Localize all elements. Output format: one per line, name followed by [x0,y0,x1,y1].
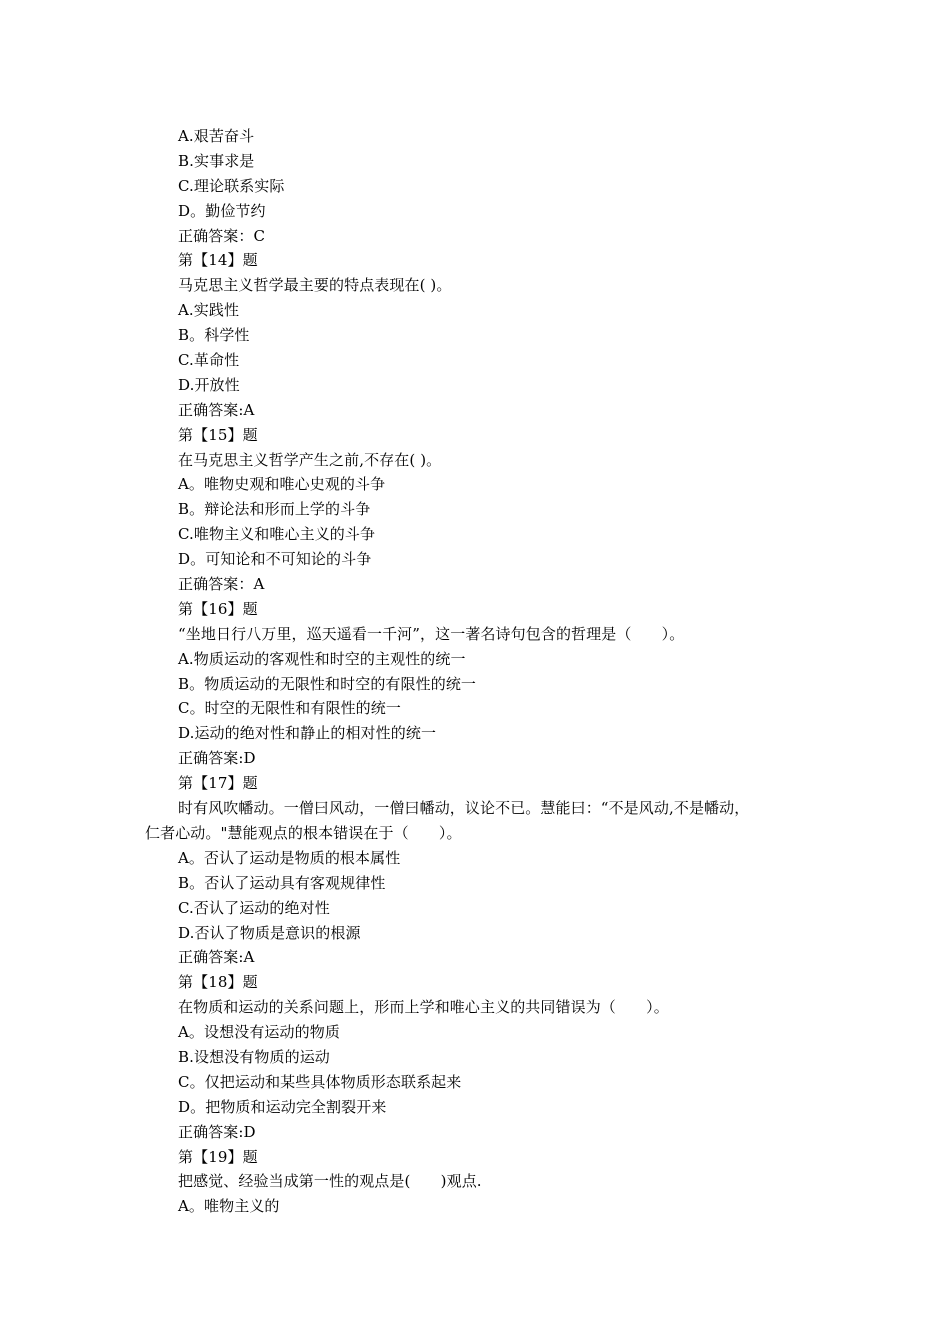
text-line: A。唯物史观和唯心史观的斗争 [178,475,386,494]
text-line: 仁者心动。"慧能观点的根本错误在于（ ）。 [145,823,462,842]
text-line: B.实事求是 [178,151,255,170]
text-line: C。仅把运动和某些具体物质形态联系起来 [178,1072,462,1091]
text-line: A。否认了运动是物质的根本属性 [178,848,401,867]
text-line: C.革命性 [178,351,240,370]
text-line: B。否认了运动具有客观规律性 [178,873,386,892]
text-line: 第【18】题 [178,973,258,992]
text-line: B。物质运动的无限性和时空的有限性的统一 [178,674,477,693]
text-line: D。勤俭节约 [178,201,266,220]
text-line: 时有风吹幡动。一僧曰风动，一僧曰幡动，议论不已。慧能曰：“不是风动,不是幡动， [178,799,750,818]
text-line: C。时空的无限性和有限性的统一 [178,699,401,718]
text-line: A.物质运动的客观性和时空的主观性的统一 [178,649,466,668]
text-line: D。把物质和运动完全割裂开来 [178,1097,387,1116]
text-line: 第【17】题 [178,774,258,793]
text-line: 第【15】题 [178,425,258,444]
text-line: C.否认了运动的绝对性 [178,898,330,917]
text-line: A。设想没有运动的物质 [178,1023,340,1042]
text-line: 在物质和运动的关系问题上，形而上学和唯心主义的共同错误为（ ）。 [178,998,669,1017]
text-line: A.艰苦奋斗 [178,127,255,145]
text-line: D。可知论和不可知论的斗争 [178,550,372,569]
text-line: D.否认了物质是意识的根源 [178,923,361,942]
text-line: A。唯物主义的 [178,1197,280,1216]
text-line: D.开放性 [178,375,240,394]
text-line: 在马克思主义哲学产生之前,不存在( )。 [178,450,442,469]
text-line: 正确答案:A [178,400,255,419]
text-line: B。科学性 [178,326,250,345]
text-line: 正确答案：C [178,226,266,245]
text-line: 第【19】题 [178,1147,258,1166]
text-line: 第【14】题 [178,251,258,270]
text-line: 正确答案:A [178,948,255,967]
text-line: B。辩论法和形而上学的斗争 [178,500,371,519]
text-line: “坐地日行八万里，巡天遥看一千河”，这一著名诗句包含的哲理是（ ）。 [178,624,685,643]
text-line: A.实践性 [178,301,240,320]
text-line: C.唯物主义和唯心主义的斗争 [178,525,376,544]
text-line: D.运动的绝对性和静止的相对性的统一 [178,724,437,743]
text-line: 第【16】题 [178,599,258,618]
text-line: 正确答案：A [178,575,265,594]
text-line: 把感觉、经验当成第一性的观点是( )观点. [178,1172,482,1191]
text-line: 正确答案:D [178,749,256,768]
text-line: C.理论联系实际 [178,176,285,195]
text-line: 马克思主义哲学最主要的特点表现在( )。 [178,276,452,295]
text-line: B.设想没有物质的运动 [178,1047,330,1066]
document-body [145,124,825,1219]
text-line: 正确答案:D [178,1122,256,1141]
